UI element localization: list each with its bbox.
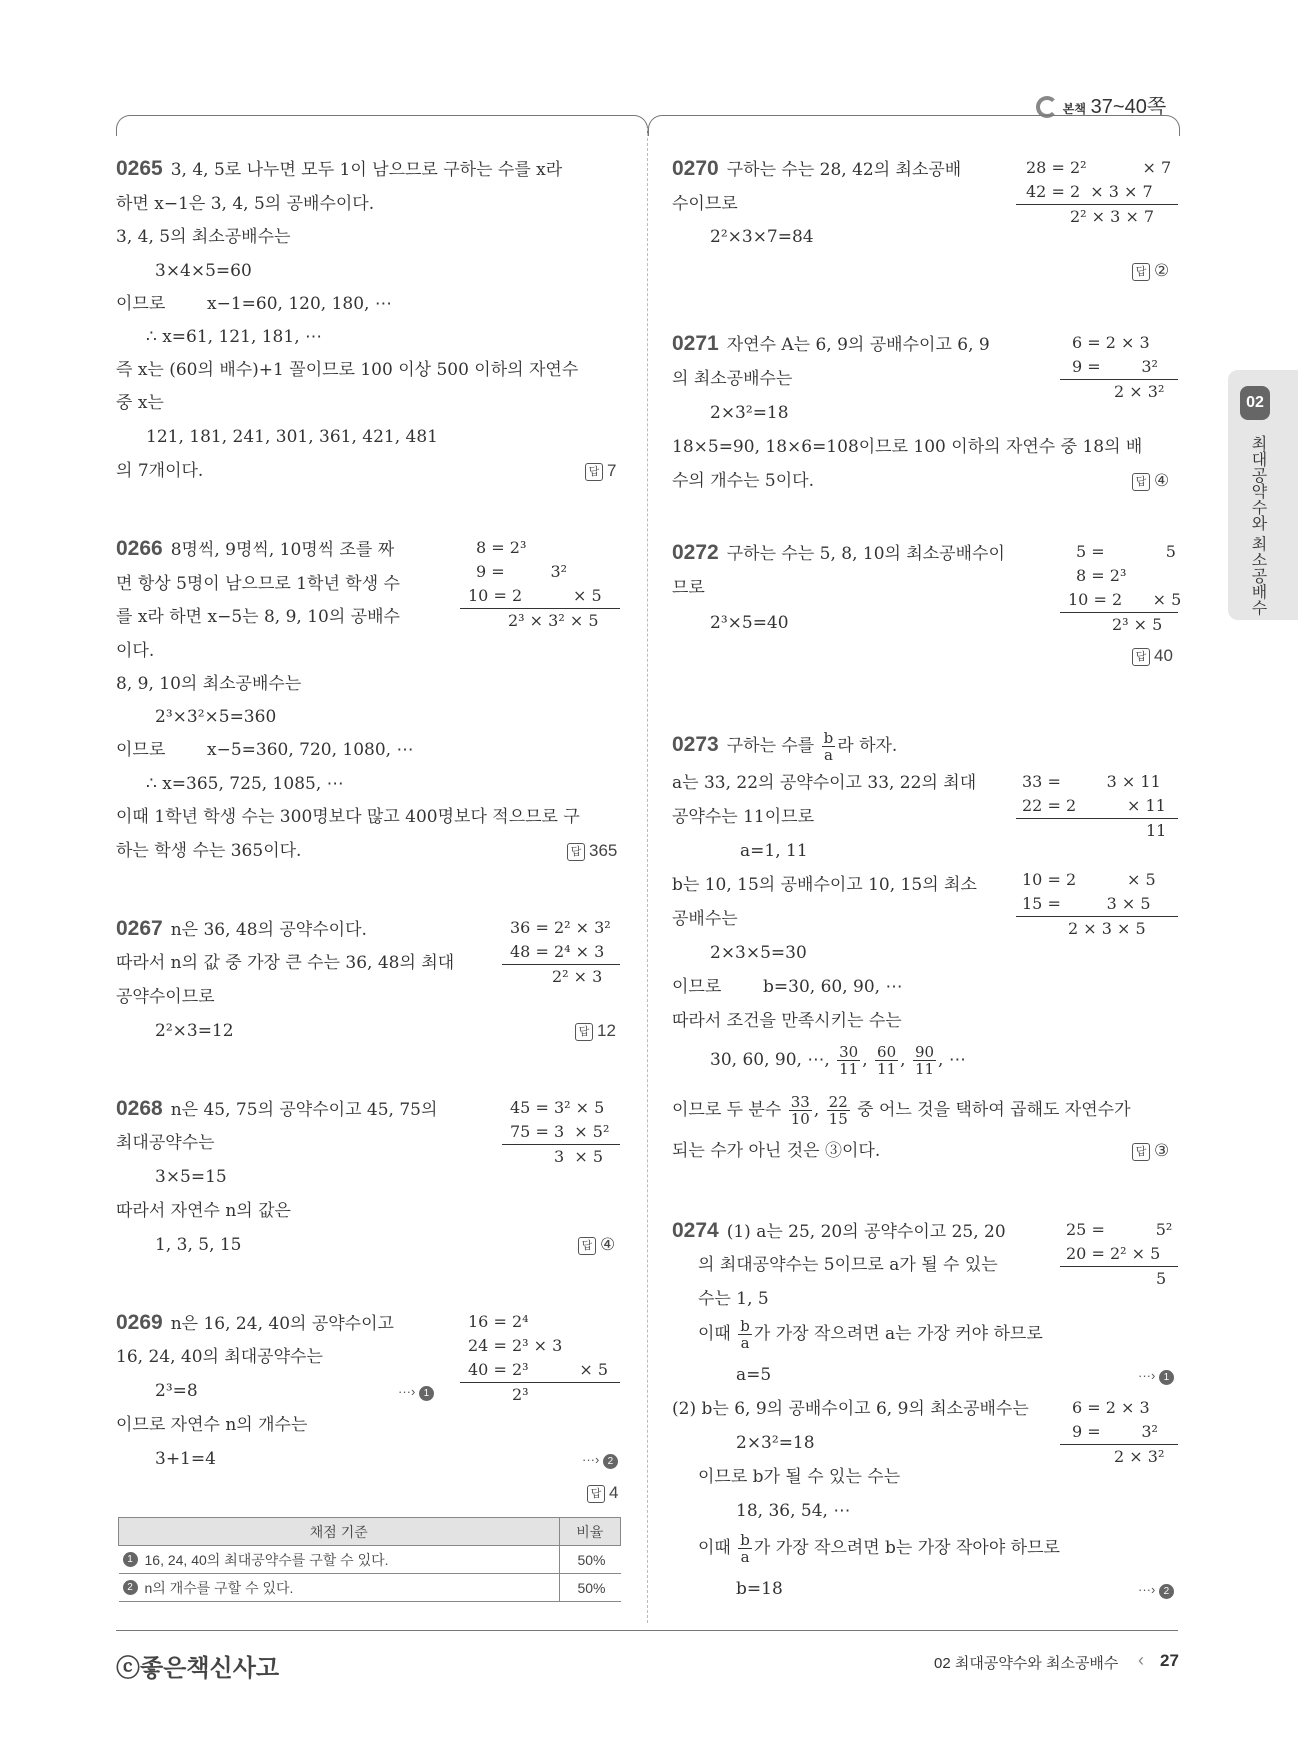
table-row: 2 n의 개수를 구할 수 있다. 50% — [119, 1574, 621, 1602]
problem-0265-line7: 즉 x는 (60의 배수)+1 꼴이므로 100 이상 500 이하의 자연수 — [116, 360, 579, 380]
problem-0265-line5b: x−1=60, 120, 180, ⋯ — [207, 294, 392, 314]
factorization-0266: 8 = 2³ 9 = 3² 10 = 2 × 5 2³ × 3² × 5 — [460, 536, 620, 633]
problem-0265-line8: 중 x는 — [116, 393, 164, 413]
factorization-0273-b: 10 = 2 × 5 15 = 3 × 5 2 × 3 × 5 — [1016, 868, 1178, 941]
step-number-icon: 1 — [419, 1386, 434, 1401]
answer-icon: 답 — [575, 1023, 593, 1041]
problem-number: 0269 — [116, 1311, 163, 1334]
problem-0274-line2: 의 최대공약수는 5이므로 a가 될 수 있는 — [698, 1255, 998, 1275]
step-number-icon: 1 — [123, 1552, 138, 1567]
answer-0270: 답 ② — [1132, 260, 1169, 282]
fraction: $\frac{33}{10}$ — [790, 1093, 810, 1128]
page-number: 27 — [1160, 1651, 1179, 1670]
problem-0266-line7b: x−5=360, 720, 1080, ⋯ — [207, 740, 414, 760]
problem-0273-line6: 공배수는 — [672, 909, 738, 929]
problem-0267-line4: 2²×3=12 — [155, 1021, 234, 1041]
problem-0265-line1: 0265 3, 4, 5로 나누면 모두 1이 남으므로 구하는 수를 x라 — [116, 157, 563, 180]
problem-number: 0268 — [116, 1097, 163, 1120]
factorization-0272: 5 = 5 8 = 2³ 10 = 2 × 5 2³ × 5 — [1060, 540, 1178, 637]
problem-0266-line6: 2³×3²×5=360 — [155, 707, 277, 727]
fraction: $\frac{60}{11}$ — [877, 1043, 897, 1078]
problem-0265-line4: 3×4×5=60 — [155, 261, 252, 281]
answer-0273: 답 ③ — [1132, 1140, 1169, 1162]
factorization-0274-a: 25 = 5² 20 = 2² × 5 5 — [1060, 1218, 1178, 1291]
ratio-header: 비율 — [559, 1518, 621, 1546]
problem-0269-line4: 이므로 자연수 n의 개수는 — [116, 1415, 308, 1435]
problem-0269-line2: 16, 24, 40의 최대공약수는 — [116, 1347, 323, 1367]
answer-0265: 답 7 — [585, 460, 616, 482]
factorization-0270: 28 = 2² × 7 42 = 2 × 3 × 7 2² × 3 × 7 — [1016, 156, 1178, 229]
footer-chapter-title: 02 최대공약수와 최소공배수 — [934, 1655, 1119, 1672]
problem-0273-line7: 2×3×5=30 — [710, 943, 807, 963]
step-marker-2: ···› 2 — [1138, 1582, 1174, 1599]
factorization-0273-a: 33 = 3 × 11 22 = 2 × 11 11 — [1016, 770, 1178, 843]
problem-0270-line3: 2²×3×7=84 — [710, 227, 814, 247]
problem-0265-line6: ∴ x=61, 121, 181, ⋯ — [146, 327, 323, 347]
problem-0265-line5a: 이므로 — [116, 294, 166, 314]
problem-0266-line7a: 이므로 — [116, 740, 166, 760]
problem-0271-line4: 18×5=90, 18×6=108이므로 100 이하의 자연수 중 18의 배 — [672, 437, 1143, 457]
problem-0271-line2: 의 최소공배수는 — [672, 369, 793, 389]
problem-0266-line10: 하는 학생 수는 365이다. — [116, 841, 302, 861]
left-column-frame — [116, 115, 648, 136]
problem-0273-line8a: 이므로 — [672, 977, 722, 997]
problem-0273-line3: 공약수는 11이므로 — [672, 807, 814, 827]
problem-0274-line11: b=18 — [736, 1579, 783, 1599]
problem-0267-line3: 공약수이므로 — [116, 987, 215, 1007]
problem-0267-line1: 0267 n은 36, 48의 공약수이다. — [116, 917, 367, 940]
factorization-0271: 6 = 2 × 3 9 = 3² 2 × 3² — [1060, 331, 1178, 404]
page-range: 37~40쪽 — [1090, 96, 1167, 118]
answer-icon: 답 — [1132, 648, 1150, 666]
problem-0266-line8: ∴ x=365, 725, 1085, ⋯ — [146, 774, 344, 794]
problem-0269-line1: 0269 n은 16, 24, 40의 공약수이고 — [116, 1311, 394, 1334]
problem-0273-line10: 30, 60, 90, ⋯, $\frac{30}{11}$ , $\frac{60}{11}$ , $\frac{90}{11}$ , ⋯ — [710, 1043, 966, 1078]
problem-0274-line7: 2×3²=18 — [736, 1433, 815, 1453]
problem-0273-line2: a는 33, 22의 공약수이고 33, 22의 최대 — [672, 773, 977, 793]
problem-0274-line6: (2) b는 6, 9의 공배수이고 6, 9의 최소공배수는 — [672, 1399, 1029, 1419]
answer-icon: 답 — [1132, 473, 1150, 491]
problem-number: 0265 — [116, 157, 163, 180]
problem-0266-line1: 0266 8명씩, 9명씩, 10명씩 조를 짜 — [116, 537, 395, 560]
problem-0268-line3: 3×5=15 — [155, 1167, 227, 1187]
step-number-icon: 2 — [123, 1580, 138, 1595]
problem-0274-line3: 수는 1, 5 — [698, 1289, 769, 1309]
answer-0269: 답 4 — [587, 1482, 618, 1504]
step-number-icon: 2 — [1159, 1584, 1174, 1599]
table-row: 1 16, 24, 40의 최대공약수를 구할 수 있다. 50% — [119, 1546, 621, 1574]
answer-icon: 답 — [567, 843, 585, 861]
chapter-number: 02 — [1240, 386, 1270, 420]
problem-0267-line2: 따라서 n의 값 중 가장 큰 수는 36, 48의 최대 — [116, 953, 455, 973]
problem-0266-line5: 8, 9, 10의 최소공배수는 — [116, 674, 302, 694]
problem-0273-line9: 따라서 조건을 만족시키는 수는 — [672, 1011, 902, 1031]
problem-number: 0272 — [672, 541, 719, 564]
problem-number: 0271 — [672, 332, 719, 355]
problem-number: 0270 — [672, 157, 719, 180]
step-marker-1: ···› 1 — [1138, 1368, 1174, 1385]
step-marker-1: ···› 1 — [398, 1384, 434, 1401]
answer-icon: 답 — [585, 463, 603, 481]
factorization-0267: 36 = 2² × 3² 48 = 2⁴ × 3 2² × 3 — [502, 916, 620, 989]
problem-0266-line9: 이때 1학년 학생 수는 300명보다 많고 400명보다 적으므로 구 — [116, 807, 580, 827]
fraction: $\frac{22}{15}$ — [828, 1093, 848, 1128]
fraction: $\frac{90}{11}$ — [914, 1043, 935, 1078]
answer-icon: 답 — [1132, 263, 1150, 281]
grading-criteria-table — [118, 1517, 621, 1602]
problem-0266-line2: 면 항상 5명이 남으므로 1학년 학생 수 — [116, 574, 400, 594]
answer-icon: 답 — [578, 1237, 596, 1255]
problem-0273-line12: 되는 수가 아닌 것은 ③이다. — [672, 1141, 881, 1161]
fraction-b-over-a: $\frac{b}{a}$ — [740, 1531, 750, 1566]
problem-0266-line4: 이다. — [116, 641, 155, 661]
answer-0268: 답 ④ — [578, 1234, 615, 1256]
right-column-frame — [648, 115, 1180, 136]
problem-0268-line2: 최대공약수는 — [116, 1133, 215, 1153]
chevron-left-icon: ‹ — [1138, 1650, 1144, 1670]
problem-0273-line11: 이므로 두 분수 $\frac{33}{10}$ , $\frac{22}{15}$ 중 어느 것을 택하여 곱해도 자연수가 — [672, 1093, 1131, 1128]
criteria-header: 채점 기준 — [119, 1518, 560, 1546]
problem-0274-line1: 0274 (1) a는 25, 20의 공약수이고 25, 20 — [672, 1219, 1006, 1242]
book-label: 본책 — [1062, 102, 1086, 116]
problem-0272-line1: 0272 구하는 수는 5, 8, 10의 최소공배수이 — [672, 541, 1005, 564]
problem-0270-line1: 0270 구하는 수는 28, 42의 최소공배 — [672, 157, 962, 180]
step-number-icon: 1 — [1159, 1370, 1174, 1385]
problem-0266-line3: 를 x라 하면 x−5는 8, 9, 10의 공배수 — [116, 607, 400, 627]
fraction: $\frac{30}{11}$ — [839, 1043, 859, 1078]
problem-0272-line2: 므로 — [672, 578, 705, 598]
problem-0272-line3: 2³×5=40 — [710, 613, 789, 633]
chapter-title-vertical: 최대공약수와 최소공배수 — [1249, 435, 1266, 616]
problem-0265-line9: 121, 181, 241, 301, 361, 421, 481 — [146, 427, 438, 447]
problem-0274-line8: 이므로 b가 될 수 있는 수는 — [698, 1467, 901, 1487]
answer-0272: 답 40 — [1132, 645, 1173, 667]
problem-0268-line1: 0268 n은 45, 75의 공약수이고 45, 75의 — [116, 1097, 438, 1120]
answer-icon: 답 — [1132, 1143, 1150, 1161]
problem-0268-line4: 따라서 자연수 n의 값은 — [116, 1201, 291, 1221]
problem-0274-line9: 18, 36, 54, ⋯ — [736, 1501, 851, 1521]
factorization-0269: 16 = 2⁴ 24 = 2³ × 3 40 = 2³ × 5 2³ — [460, 1310, 620, 1407]
factorization-0274-b: 6 = 2 × 3 9 = 3² 2 × 3² — [1060, 1396, 1178, 1469]
problem-0269-line5: 3+1=4 — [155, 1449, 216, 1469]
problem-0265-line2: 하면 x−1은 3, 4, 5의 공배수이다. — [116, 194, 375, 214]
problem-0273-line5: b는 10, 15의 공배수이고 10, 15의 최소 — [672, 875, 977, 895]
problem-0273-line1: 0273 구하는 수를 $\frac{b}{a}$ 라 하자. — [672, 729, 898, 764]
problem-0271-line5: 수의 개수는 5이다. — [672, 471, 814, 491]
column-divider — [647, 128, 648, 1623]
problem-number: 0273 — [672, 733, 719, 756]
step-marker-2: ···› 2 — [582, 1452, 618, 1469]
problem-0271-line3: 2×3²=18 — [710, 403, 789, 423]
problem-0265-line10: 의 7개이다. — [116, 461, 204, 481]
footer-rule — [116, 1630, 1178, 1631]
problem-0274-line4: 이때 $\frac{b}{a}$ 가 가장 작으려면 a는 가장 커야 하므로 — [698, 1317, 1043, 1352]
problem-0273-line4: a=1, 11 — [740, 841, 808, 861]
fraction-b-over-a: $\frac{b}{a}$ — [740, 1317, 750, 1352]
problem-number: 0267 — [116, 917, 163, 940]
problem-0274-line5: a=5 — [736, 1365, 772, 1385]
problem-0274-line10: 이때 $\frac{b}{a}$ 가 가장 작으려면 b는 가장 작아야 하므로 — [698, 1531, 1060, 1566]
problem-0268-line5: 1, 3, 5, 15 — [155, 1235, 242, 1255]
publisher-logo: ⓒ좋은책신사고 — [116, 1655, 280, 1682]
step-number-icon: 2 — [603, 1454, 618, 1469]
problem-0269-line3: 2³=8 — [155, 1381, 198, 1401]
factorization-0268: 45 = 3² × 5 75 = 3 × 5² 3 × 5 — [502, 1096, 620, 1169]
answer-0271: 답 ④ — [1132, 470, 1169, 492]
answer-icon: 답 — [587, 1485, 605, 1503]
problem-number: 0266 — [116, 537, 163, 560]
answer-0267: 답 12 — [575, 1020, 616, 1042]
problem-0265-line3: 3, 4, 5의 최소공배수는 — [116, 227, 291, 247]
problem-0273-line8b: b=30, 60, 90, ⋯ — [763, 977, 903, 997]
problem-0271-line1: 0271 자연수 A는 6, 9의 공배수이고 6, 9 — [672, 332, 990, 355]
problem-0270-line2: 수이므로 — [672, 194, 738, 214]
problem-number: 0274 — [672, 1219, 719, 1242]
fraction-b-over-a: $\frac{b}{a}$ — [823, 729, 834, 764]
answer-0266: 답 365 — [567, 840, 617, 862]
